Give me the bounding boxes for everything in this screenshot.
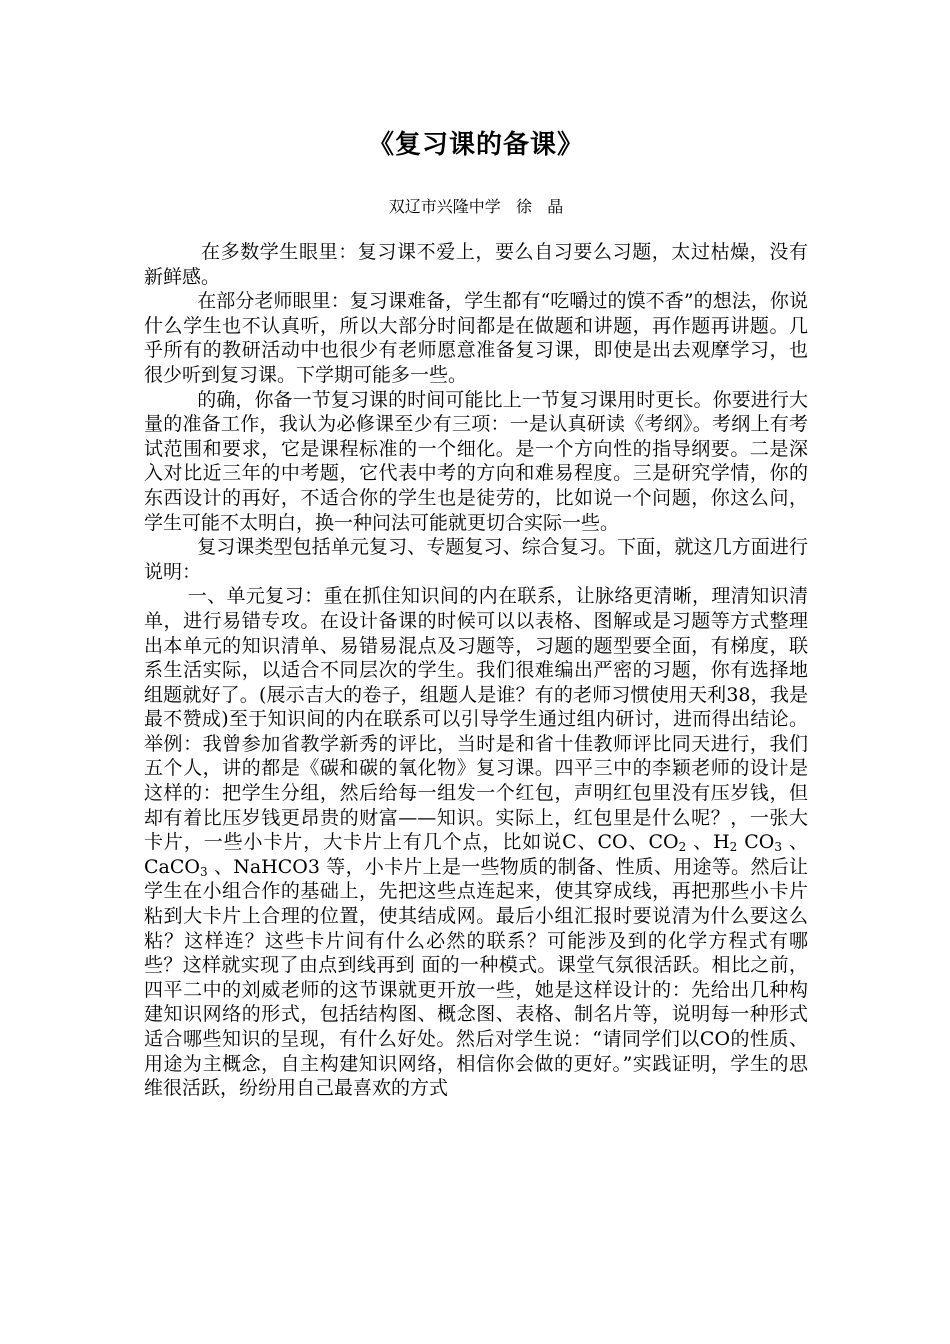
formula-h2co3: $H_2$ $CO_3$ bbox=[713, 831, 783, 855]
formula-nahco3: NaHCO3 bbox=[233, 855, 320, 878]
paragraph-unit-review: 一、单元复习：重在抓住知识间的内在联系，让脉络更清晰，理清知识清单，进行易错专攻。在设计备课的时候可以以表格、图解或是习题等方式整理出本单元的知识清单、易错易混点及习题等，习题的题型要全面，有梯度，联系生活实际，以适合不同层次的学生。我们很难编出严密的习题，你有选择地组题就好了。(展示吉大的卷子，组题人是谁？有的老师习惯使用天利38，我是最不赞成)至于知识间的内在联系可以引导学生通过组内研讨，进而得出结论。举例：我曾参加省教学新秀的评比，当时是和省十佳教师评比同天进行，我们五个人，讲的都是《碳和碳的氧化物》复习课。四平三中的李颖老师的设计是这样的：把学生分组，然后给每一组发一个红包，声明红包里没有压岁钱，但却有着比压岁钱更昂贵的财富——知识。实际上，红包里是什么呢？，一张大卡片，一些小卡片，大卡片上有几个点，比如说C、CO、$CO_2$ 、$H_2$ $CO_3$ 、CaCO$_3$ 、NaHCO3 等，小卡片上是一些物质的制备、性质、用途等。然后让学生在小组合作的基础上，先把这些点连起来，使其穿成线，再把那些小卡片粘到大卡片上合理的位置，使其结成网。最后小组汇报时要说清为什么要这么粘？这样连？这些卡片间有什么必然的联系？可能涉及到的化学方程式有哪些？这样就实现了由点到线再到 面的一种模式。课堂气氛很活跃。相比之前，四平二中的刘威老师的这节课就更开放一些，她是这样设计的：先给出几种构建知识网络的形式，包括结构图、概念图、表格、制名片等，说明每一种形式适合哪些知识的呈现，有什么好处。然后对学生说：“请同学们以CO的性质、用途为主概念，自主构建知识网络，相信你会做的更好。”实践证明，学生的思维很活跃，纷纷用自己最喜欢的方式 bbox=[144, 585, 808, 1100]
paragraph: 复习课类型包括单元复习、专题复习、综合复习。下面，就这几方面进行说明： bbox=[144, 536, 808, 583]
formula-caco3: CaCO$_3$ bbox=[144, 855, 208, 879]
formula-c: C bbox=[562, 831, 577, 854]
document-title: 《复习课的备课》 bbox=[367, 130, 584, 160]
paragraph: 在部分老师眼里：复习课难备，学生都有“吃嚼过的馍不香”的想法，你说什么学生也不认真听，所以大部分时间都是在做题和讲题，再作题再讲题。几乎所有的教研活动中也很少有老师愿意准备复习课，即使是出去观摩学习，也很少听到复习课。下学期可能多一些。 bbox=[144, 290, 808, 386]
paragraph: 在多数学生眼里：复习课不爱上，要么自习要么习题，太过枯燥，没有新鲜感。 bbox=[144, 241, 808, 288]
paragraph: 的确，你备一节复习课的时间可能比上一节复习课用时更长。你要进行大量的准备工作，我认为必修课至少有三项：一是认真研读《考纲》。考纲上有考试范围和要求，它是课程标准的一个细化。是一个方向性的指导纲要。二是深入对比近三年的中考题，它代表中考的方向和难易程度。三是研究学情，你的东西设计的再好，不适合你的学生也是徒劳的，比如说一个问题，你这么问，学生可能不太明白，换一种问法可能就更切合实际一些。 bbox=[144, 388, 808, 534]
document-author: 双辽市兴隆中学 徐 晶 bbox=[388, 197, 564, 216]
document-page bbox=[144, 128, 808, 1101]
formula-co: CO bbox=[597, 831, 628, 854]
paragraph-text: 一、单元复习：重在抓住知识间的内在联系，让脉络更清晰，理清知识清单，进行易错专攻。在设计备课的时候可以以表格、图解或是习题等方式整理出本单元的知识清单、易错易混点及习题等，习题的题型要全面，有梯度，联系生活实际，以适合不同层次的学生。我们很难编出严密的习题，你有选择地组题就好了。(展示吉大的卷子，组题人是谁？有的老师习惯使用天利38，我是最不赞成)至于知识间的内在联系可以引导学生通过组内研讨，进而得出结论。举例：我曾参加省教学新秀的评比，当时是和省十佳教师评比同天进行，我们五个人，讲的都是《碳和碳的氧化物》复习课。四平三中的李颖老师的设计是这样的：把学生分组，然后给每一组发一个红包，声明红包里没有压岁钱，但却有着比压岁钱更昂贵的财富——知识。实际上，红包里是什么呢？，一张大卡片，一些小卡片，大卡片上有几个点，比如说 bbox=[144, 585, 808, 854]
formula-co2: $CO_2$ bbox=[648, 831, 687, 855]
paragraph-text: 等，小卡片上是一些物质的制备、性质、用途等。然后让学生在小组合作的基础上，先把这些点连起来，使其穿成线，再把那些小卡片粘到大卡片上合理的位置，使其结成网。最后小组汇报时要说清为什么要这么粘？这样连？这些卡片间有什么必然的联系？可能涉及到的化学方程式有哪些？这样就实现了由点到线再到 面的一种模式。课堂气氛很活跃。相比之前，四平二中的刘威老师的这节课就更开放一些，她是这样设计的：先给出几种构建知识网络的形式，包括结构图、概念图、表格、制名片等，说明每一种形式适合哪些知识的呈现，有什么好处。然后对学生说：“请同学们以CO的性质、用途为主概念，自主构建知识网络，相信你会做的更好。”实践证明，学生的思维很活跃，纷纷用自己最喜欢的方式 bbox=[144, 855, 808, 1100]
